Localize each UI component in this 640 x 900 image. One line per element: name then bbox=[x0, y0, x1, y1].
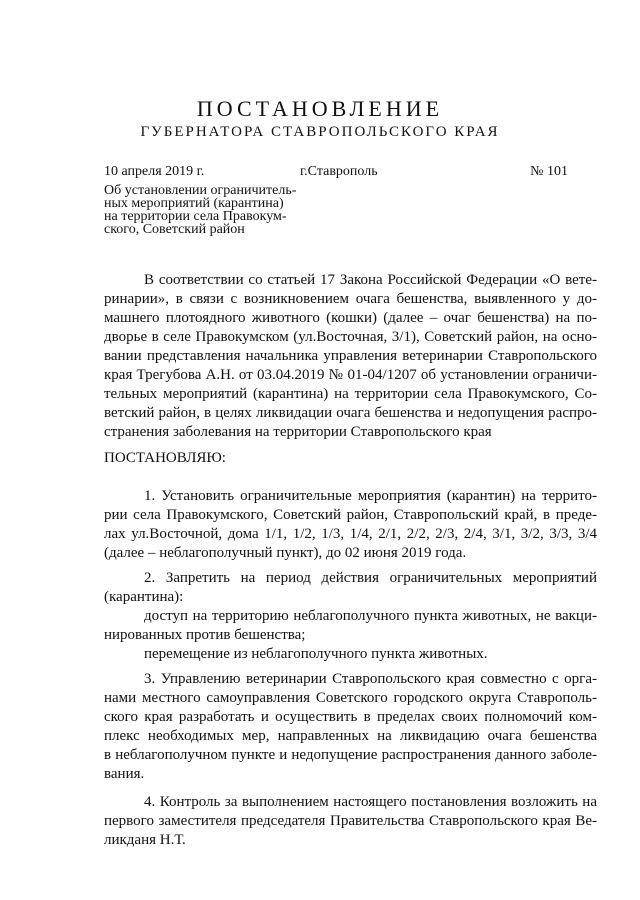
clause-line: (карантина): bbox=[104, 589, 184, 605]
clause-line: нированных против бешенства; bbox=[104, 627, 306, 643]
document-date: 10 апреля 2019 г. bbox=[104, 164, 205, 179]
clause-line: плекс необходимых мер, направленных на ликвидацию очага бешенства bbox=[104, 728, 597, 744]
clause-1 bbox=[104, 487, 597, 563]
clause-line: рии села Правокумского, Советский район, Ставропольский край, в преде- bbox=[104, 507, 597, 523]
clause-line: 1. Установить ограничительные мероприятия (карантин) на террито- bbox=[144, 488, 597, 504]
document-subject bbox=[104, 184, 344, 236]
coat-of-arms-emblem bbox=[296, 14, 344, 76]
preamble-line: машнего плотоядного животного (кошки) (далее – очаг бешенства) на по- bbox=[104, 310, 597, 326]
clause-line: нами местного самоуправления Советского городского округа Ставрополь- bbox=[104, 690, 597, 706]
preamble-line: ринарии», в связи с возникновением очага бешенства, выявленного у до- bbox=[104, 291, 597, 307]
document-city: г.Ставрополь bbox=[300, 164, 378, 179]
clause-line: вания. bbox=[104, 766, 145, 782]
subject-line: ных мероприятий (карантина) bbox=[104, 196, 284, 211]
clause-line: лах ул.Восточной, дома 1/1, 1/2, 1/3, 1/4, 2/1, 2/2, 2/3, 2/4, 3/1, 3/2, 3/3, 3/4 bbox=[104, 526, 597, 542]
clause-2 bbox=[104, 569, 597, 664]
preamble-line: края Трегубова А.Н. от 03.04.2019 № 01-04/1207 об установлении ограничи- bbox=[104, 367, 597, 383]
document-subtitle: ГУБЕРНАТОРА СТАВРОПОЛЬСКОГО КРАЯ bbox=[140, 124, 500, 140]
preamble-line: В соответствии со статьей 17 Закона Российской Федерации «О вете- bbox=[144, 272, 597, 288]
clause-3 bbox=[104, 670, 597, 784]
clause-line: доступ на территорию неблагополучного пункта животных, не вакци- bbox=[144, 608, 597, 624]
clause-line: ликданя Н.Т. bbox=[104, 832, 186, 848]
preamble-line: вании представления начальника управления ветеринарии Ставропольского bbox=[104, 348, 597, 364]
document-number: № 101 bbox=[530, 164, 568, 179]
clause-line: (далее – неблагополучный пункт), до 02 июня 2019 года. bbox=[104, 545, 467, 561]
subject-line: Об установлении ограничитель- bbox=[104, 183, 297, 198]
preamble-line: странения заболевания на территории Ставропольского края bbox=[104, 424, 492, 440]
clause-line: первого заместителя председателя Правительства Ставропольского края Ве- bbox=[104, 813, 597, 829]
subject-line: на территории села Правокум- bbox=[104, 209, 287, 224]
clause-line: перемещение из неблагополучного пункта животных. bbox=[144, 646, 488, 662]
preamble-paragraph bbox=[104, 271, 597, 442]
document-title: ПОСТАНОВЛЕНИЕ bbox=[196, 96, 444, 121]
preamble-line: дворье в селе Правокумском (ул.Восточная, 3/1), Советский район, на осно- bbox=[104, 329, 597, 345]
clause-line: 4. Контроль за выполнением настоящего постановления возложить на bbox=[144, 794, 597, 810]
clause-line: 2. Запретить на период действия ограничительных мероприятий bbox=[144, 570, 597, 586]
preamble-line: ветский район, в целях ликвидации очага бешенства и недопущения распро- bbox=[104, 405, 597, 421]
clause-line: 3. Управлению ветеринарии Ставропольского края совместно с орга- bbox=[144, 671, 597, 687]
clause-line: в неблагополучном пункте и недопущение распространения данного заболе- bbox=[104, 747, 597, 763]
resolution-heading: ПОСТАНОВЛЯЮ: bbox=[104, 450, 226, 466]
subject-line: ского, Советский район bbox=[104, 222, 245, 237]
preamble-line: тельных мероприятий (карантина) на территории села Правокумского, Со- bbox=[104, 386, 597, 402]
clause-4 bbox=[104, 793, 597, 850]
clause-line: ского края разработать и осуществить в пределах своих полномочий ком- bbox=[104, 709, 597, 725]
